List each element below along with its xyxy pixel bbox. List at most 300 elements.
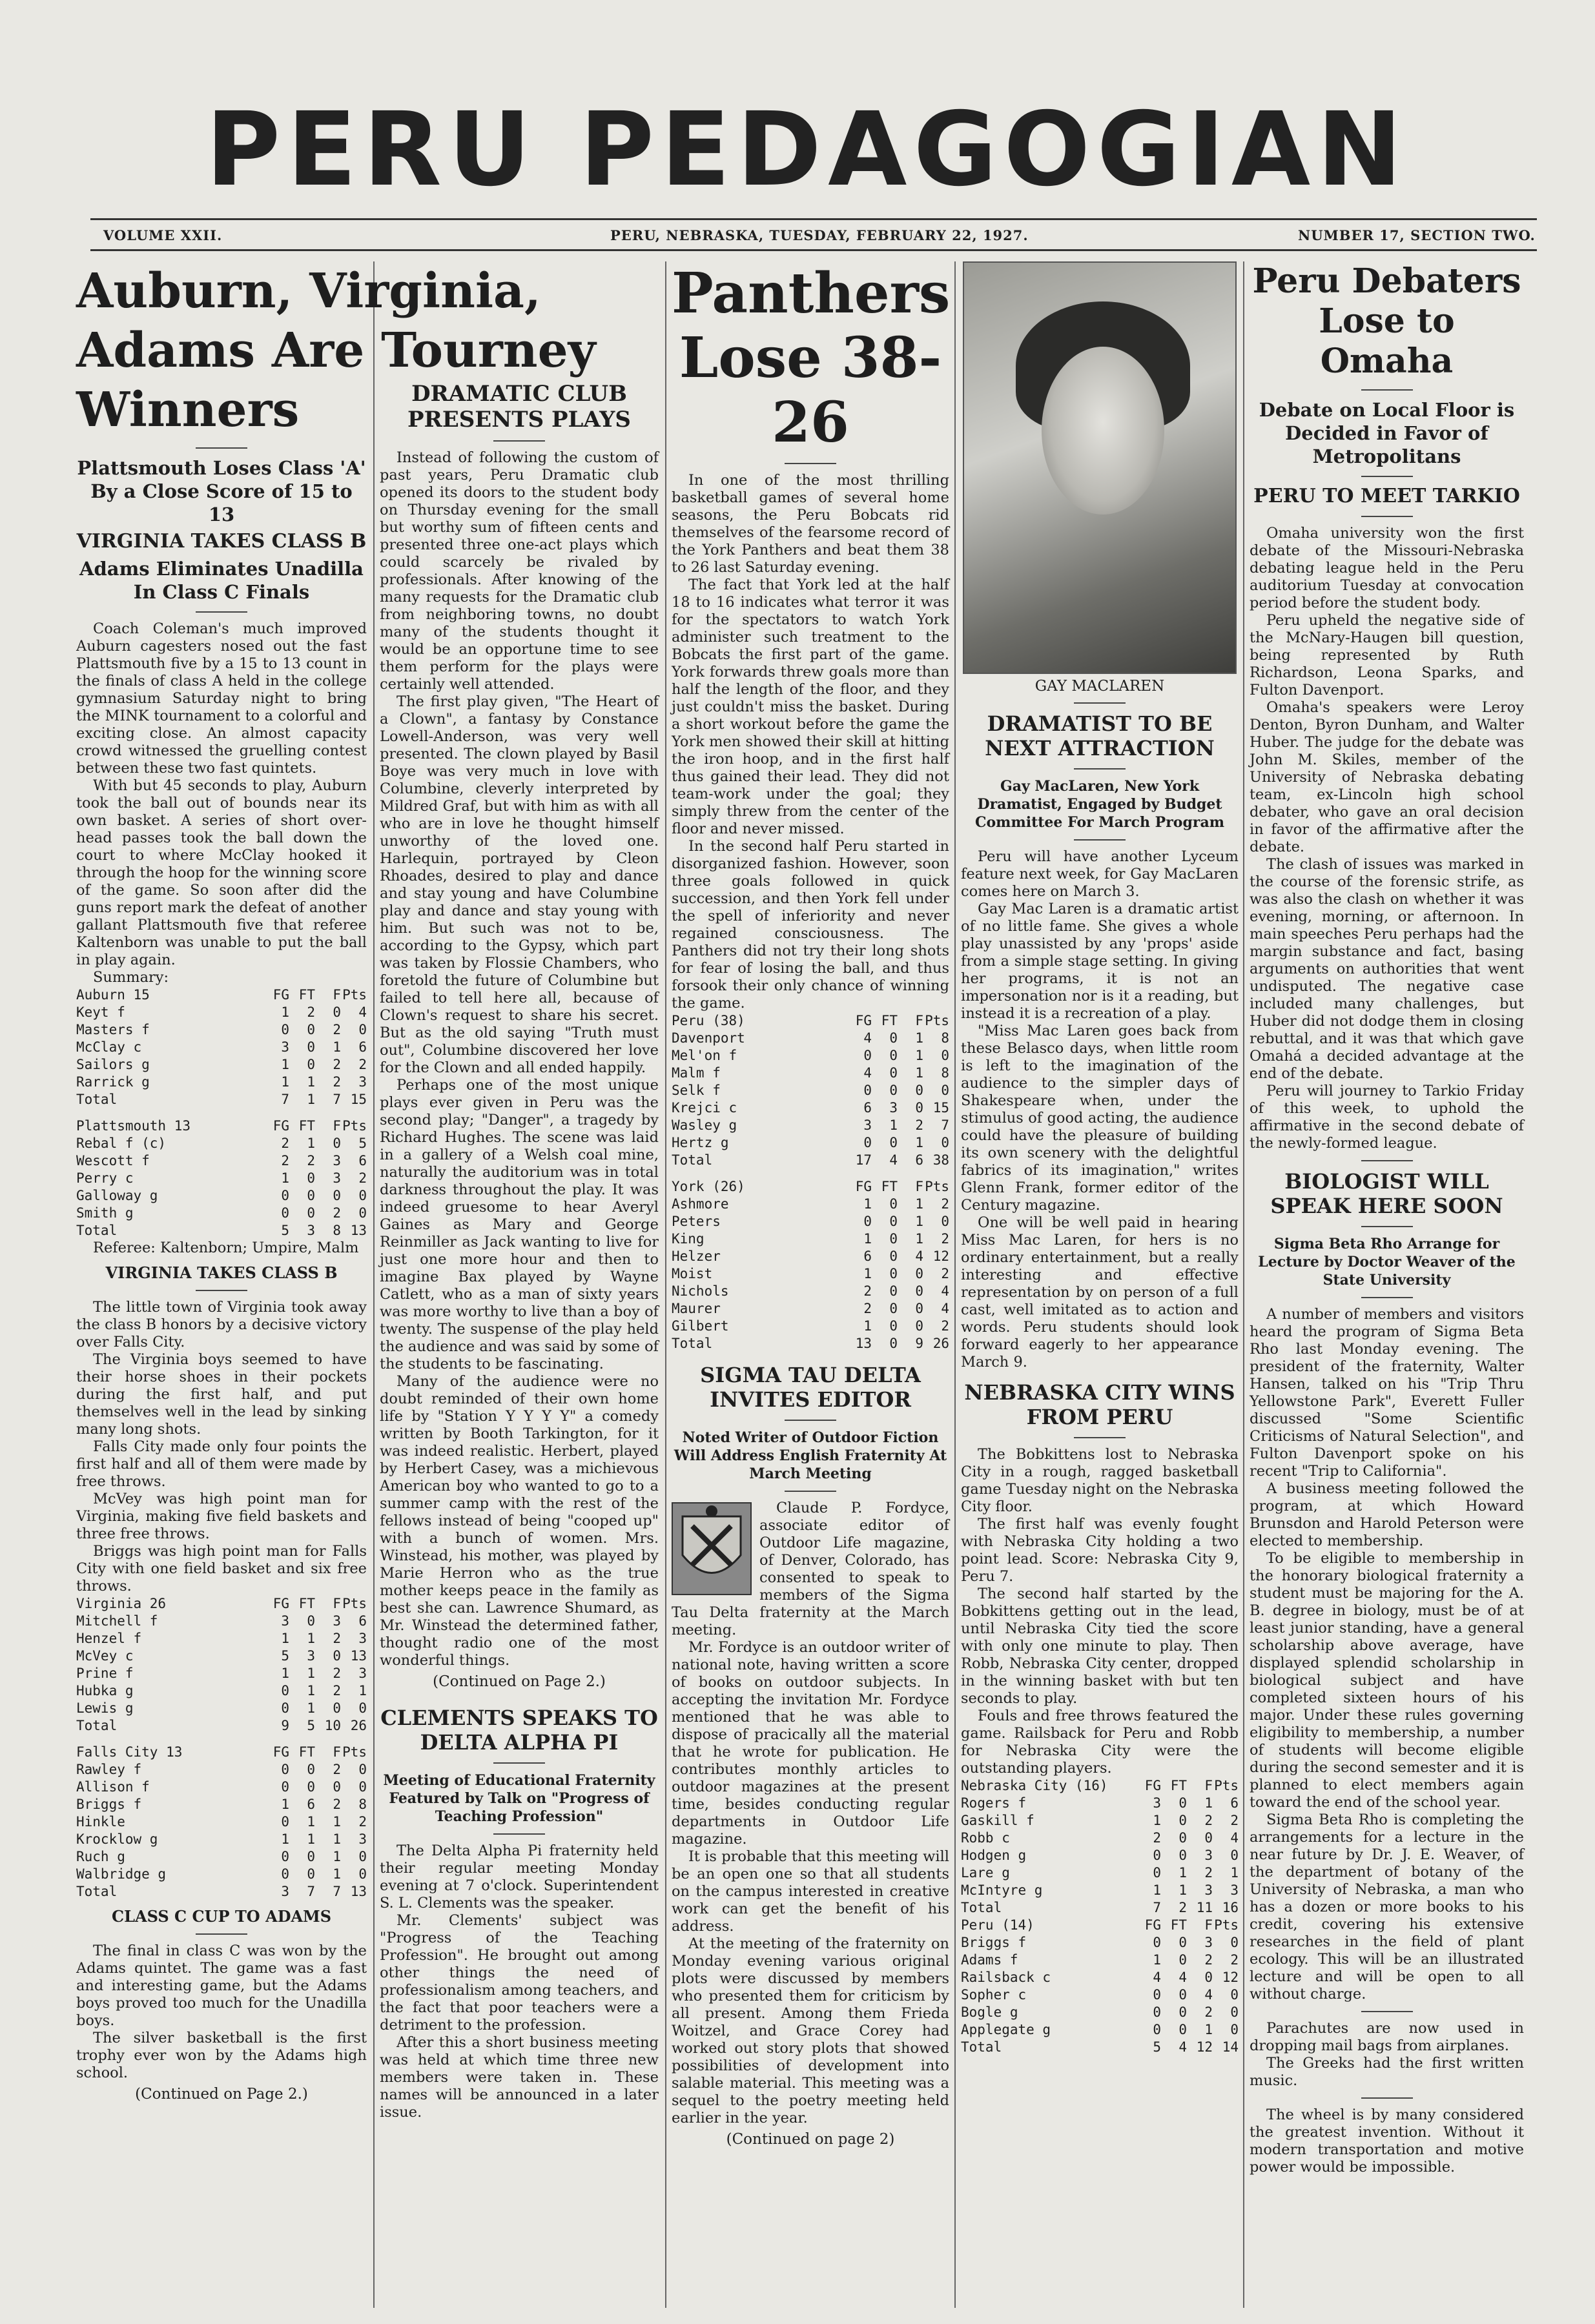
story-body — [380, 449, 659, 1669]
story-body — [380, 1842, 659, 2121]
box-score-row — [76, 1074, 367, 1091]
stat-cell: 3 — [889, 1100, 898, 1116]
stat-cell: 2 — [941, 1266, 949, 1281]
divider — [1361, 1297, 1413, 1298]
player-name: Rarrick g — [76, 1074, 150, 1090]
stat-cell: 5 — [281, 1223, 289, 1238]
volume-label: VOLUME XXII. — [103, 227, 223, 243]
box-score-row — [961, 2039, 1239, 2056]
biologist-headline: BIOLOGIST WILL SPEAK HERE SOON — [1270, 1169, 1503, 1218]
stat-cell: 0 — [307, 1762, 315, 1777]
box-score-peru — [672, 1012, 949, 1169]
stat-cell: 0 — [358, 1779, 367, 1795]
stat-cell: 11 — [1196, 1900, 1213, 1915]
stat-cell: 1 — [915, 1030, 923, 1046]
box-score-row — [76, 1883, 367, 1901]
stat-cell: 5 — [358, 1136, 367, 1151]
stat-cell: 4 — [1153, 1970, 1161, 1985]
nebraska-city-headline: NEBRASKA CITY WINS FROM PERU — [964, 1380, 1235, 1429]
paragraph: The fact that York led at the half 18 to 16 indicates what terror it was for the spectators to watch York administer such treatment to the Bobcats the first part of the game. York forwards threw goals more than half the length of the floor, and they just couldn't miss the basket. During a short workout before the game the York men showed their skill at hitting the iron hoop, and in the first half thus gained their lead. They did not team-work under the goal; they simply threw from the center of the floor and never missed. — [672, 576, 949, 837]
player-name: Nichols — [672, 1283, 729, 1299]
box-score-row — [672, 1030, 949, 1047]
box-score-row — [961, 1812, 1239, 1830]
stat-cell: 1 — [863, 1318, 872, 1334]
divider — [196, 611, 247, 613]
divider — [785, 1420, 836, 1421]
divider — [1361, 1226, 1413, 1227]
player-name: Masters f — [76, 1022, 150, 1037]
box-score-row — [76, 1039, 367, 1056]
stat-cell: FG — [273, 1744, 289, 1760]
story-body — [1250, 2106, 1524, 2176]
box-score-row — [961, 2004, 1239, 2021]
stat-cell: 0 — [1230, 2022, 1239, 2037]
stat-cell: 2 — [915, 1117, 923, 1133]
box-score-header — [76, 1595, 367, 1613]
stat-cell: 0 — [915, 1301, 923, 1316]
paragraph: The silver basketball is the first trophy ever won by the Adams high school. — [76, 2030, 367, 2081]
stat-cell: 17 — [855, 1152, 872, 1168]
stat-cell: 2 — [358, 1057, 367, 1072]
stat-cell: 3 — [1204, 1882, 1213, 1898]
stat-cell: 0 — [358, 1849, 367, 1864]
player-name: Rebal f (c) — [76, 1136, 167, 1151]
stat-cell: 8 — [333, 1223, 341, 1238]
stat-cell: 2 — [358, 1170, 367, 1186]
stat-cell: 0 — [358, 1205, 367, 1221]
stat-cell: 2 — [281, 1153, 289, 1168]
stat-cell: 12 — [1222, 1970, 1239, 1985]
paragraph: A number of members and visitors heard the program of Sigma Beta Rho last Monday evening. The president of the fraternity, Walter Hansen, talked on his "Trip Thru Yellowstone Park", Everett Fuller discussed "Some Scientific Criticisms of Natural Selection", and Fulton Davenport spoke on his recent "Trip to California". — [1250, 1306, 1524, 1480]
player-name: Hubka g — [76, 1683, 134, 1698]
stat-cell: 6 — [863, 1249, 872, 1264]
continued-note: (Continued on Page 2.) — [433, 1673, 606, 1690]
clements-deck: Meeting of Educational Fraternity Featured by Talk on "Progress of Teaching Profession" — [383, 1772, 655, 1825]
stat-cell: 2 — [1204, 1813, 1213, 1828]
box-score-header — [672, 1012, 949, 1030]
player-name: Sailors g — [76, 1057, 150, 1072]
box-score-row — [672, 1196, 949, 1213]
paragraph: After this a short business meeting was held at which time three new members were taken in. These names will be announced in a later issue. — [380, 2034, 659, 2121]
stat-cell: 3 — [1204, 1848, 1213, 1863]
stat-cell: 7 — [941, 1117, 949, 1133]
stat-cell: 10 — [324, 1718, 341, 1733]
stat-cell: 6 — [863, 1100, 872, 1116]
paragraph: Sigma Beta Rho is completing the arrangements for a lecture in the near future by Dr. J. E. Weaver, of the department of botany of the University of Nebraska, a man who has a dozen or more books to his credit, covering his extensive researches in the field of plant ecology. This will be an illustrated lecture and will be open to all without charge. — [1250, 1811, 1524, 2003]
stat-cell: 1 — [915, 1214, 923, 1229]
stat-cell: 0 — [333, 1779, 341, 1795]
divider — [1074, 839, 1126, 841]
player-name: Auburn 15 — [76, 987, 150, 1003]
stat-cell: 1 — [281, 1797, 289, 1812]
player-name: Wasley g — [672, 1117, 737, 1133]
column-2 — [380, 381, 659, 2308]
stat-cell: 1 — [307, 1683, 315, 1698]
divider — [196, 447, 247, 449]
player-name: Henzel f — [76, 1631, 142, 1646]
stat-cell: 8 — [941, 1030, 949, 1046]
box-score-row — [672, 1335, 949, 1352]
story-body — [1250, 525, 1524, 1152]
photo-face — [1042, 347, 1164, 515]
stat-cell: 9 — [281, 1718, 289, 1733]
stat-cell: 15 — [932, 1100, 949, 1116]
stat-cell: 0 — [915, 1083, 923, 1098]
player-name: Hodgen g — [961, 1848, 1027, 1863]
paragraph: Mr. Clements' subject was "Progress of the Teaching Profession". He brought out among other things the need of professionalism among teachers, and the fact that poor teachers were a detriment to the profession. — [380, 1912, 659, 2034]
stat-cell: 1 — [1178, 1865, 1187, 1881]
stat-cell: 1 — [281, 1831, 289, 1847]
box-score-row — [961, 2021, 1239, 2039]
stat-cell: 0 — [889, 1231, 898, 1247]
paragraph: Omaha university won the first debate of the Missouri-Nebraska debating league held in the Peru auditorium Tuesday at convocation period before the student body. — [1250, 525, 1524, 611]
stat-cell: 6 — [1230, 1795, 1239, 1811]
box-score-row — [76, 1813, 367, 1831]
stat-cell: 4 — [1178, 2039, 1187, 2055]
player-name: Virginia 26 — [76, 1596, 167, 1611]
stat-cell: 4 — [863, 1065, 872, 1081]
masthead-rule-bottom — [90, 249, 1537, 251]
paragraph: At the meeting of the fraternity on Monday evening various original plots were discussed by members who presented them for criticism by all present. Among them Frieda Woitzel, and Grace Corey had worked out story plots that showed possibilities of development into salable material. This meeting was a sequel to the poetry meeting held earlier in the year. — [672, 1935, 949, 2126]
stat-cell: 6 — [358, 1039, 367, 1055]
stat-cell: 0 — [889, 1196, 898, 1212]
stat-cell: 1 — [307, 1136, 315, 1151]
box-score-row — [672, 1283, 949, 1300]
stat-cell: 1 — [333, 1831, 341, 1847]
stat-cell: 4 — [1178, 1970, 1187, 1985]
stat-cell: 0 — [358, 1866, 367, 1882]
stat-cell: 3 — [1204, 1935, 1213, 1950]
box-score-row — [76, 1700, 367, 1717]
stat-cell: F — [1204, 1778, 1213, 1793]
stat-cell: 0 — [1230, 1848, 1239, 1863]
box-score-row — [76, 1170, 367, 1187]
stat-cell: 0 — [307, 1866, 315, 1882]
paragraph: A business meeting followed the program, at which Howard Brunsdon and Harold Peterson were elected to membership. — [1250, 1480, 1524, 1549]
paragraph: "Miss Mac Laren goes back from these Belasco days, when little room is left to the imagination of the audience to the simpler days of Shakespeare when, under the stimulus of good acting, the audience could have the pleasure of building its own scenery with the delightful fabrics of its imagination," writes Glenn Frank, former editor of the Century magazine. — [961, 1023, 1239, 1214]
stat-cell: 1 — [307, 1092, 315, 1107]
stat-cell: 0 — [889, 1301, 898, 1316]
paragraph: The Delta Alpha Pi fraternity held their regular meeting Monday evening at 7 o'clock. Superintendent S. L. Clements was the speaker. — [380, 1842, 659, 1911]
stat-cell: 0 — [1153, 1865, 1161, 1881]
player-name: Selk f — [672, 1083, 721, 1098]
box-score-row — [76, 1613, 367, 1630]
lead-deck: Plattsmouth Loses Class 'A' By a Close Score of 15 to 13 — [77, 457, 366, 525]
player-name: Robb c — [961, 1830, 1010, 1846]
box-score-row — [76, 1056, 367, 1074]
box-score-row — [76, 1630, 367, 1647]
box-score-row — [961, 1847, 1239, 1864]
stat-cell: 2 — [333, 1205, 341, 1221]
box-score-row — [961, 1899, 1239, 1917]
portrait-photo — [963, 261, 1237, 674]
stat-cell: 4 — [915, 1249, 923, 1264]
divider — [196, 1290, 247, 1291]
stat-cell: 4 — [941, 1283, 949, 1299]
stat-cell: Pts — [925, 1179, 949, 1194]
stat-cell: 0 — [915, 1266, 923, 1281]
player-name: Allison f — [76, 1779, 150, 1795]
player-name: Perry c — [76, 1170, 134, 1186]
stat-cell: 0 — [889, 1065, 898, 1081]
stat-cell: 0 — [1230, 1987, 1239, 2003]
stat-cell: Pts — [342, 1744, 367, 1760]
paragraph: To be eligible to membership in the honorary biological fraternity a student must be majoring for the A. B. degree in biology, must be of at least junior standing, have a general scholarship above average, have displayed splendid scholarship in biological subject and have completed sixteen hours of his major. Under these rules governing eligibility to membership, a number of students will become eligible during the second semester and it is planned to elect members again toward the end of the school year. — [1250, 1550, 1524, 1811]
stat-cell: 3 — [863, 1117, 872, 1133]
stat-cell: 0 — [281, 1866, 289, 1882]
stat-cell: 0 — [889, 1283, 898, 1299]
box-score-row — [76, 1761, 367, 1779]
stat-cell: 2 — [1204, 1865, 1213, 1881]
stat-cell: 0 — [281, 1762, 289, 1777]
issue-number: NUMBER 17, SECTION TWO. — [1298, 227, 1536, 243]
player-name: Keyt f — [76, 1004, 125, 1020]
section-title: VIRGINIA TAKES CLASS B — [105, 1263, 338, 1282]
stat-cell: FG — [855, 1013, 872, 1028]
player-name: Davenport — [672, 1030, 745, 1046]
box-score-row — [672, 1318, 949, 1335]
stat-cell: F — [333, 1744, 341, 1760]
stat-cell: Pts — [342, 987, 367, 1003]
stat-cell: 0 — [1204, 1970, 1213, 1985]
stat-cell: Pts — [925, 1013, 949, 1028]
stat-cell: 0 — [1153, 2004, 1161, 2020]
player-name: Moist — [672, 1266, 713, 1281]
stat-cell: FG — [273, 1118, 289, 1134]
stat-cell: 3 — [307, 1223, 315, 1238]
box-score-row — [672, 1047, 949, 1065]
player-name: McIntyre g — [961, 1882, 1043, 1898]
stat-cell: FT — [298, 1744, 315, 1760]
paragraph: Mr. Fordyce is an outdoor writer of national note, having written a score of books on outdoor subjects. In accepting the invitation Mr. Fordyce mentioned that he was able to dispose of pracically all the material that he wrote for publication. He contributes monthly articles to outdoor magazines at the present time, besides conducting regular departments in Outdoor Life magazine. — [672, 1639, 949, 1848]
paragraph: Coach Coleman's much improved Auburn cagesters nosed out the fast Plattsmouth five by a 15 to 13 count in the finals of class A held in the college gymnasium Saturday night to bring the MINK tournament to a colorful and exciting close. An almost capacity crowd witnessed the gruelling contest between these two fast quintets. — [76, 620, 367, 777]
paragraph: Peru will journey to Tarkio Friday of this week, to uphold the affirmative in the second debate of the newly-formed league. — [1250, 1083, 1524, 1152]
divider — [1074, 768, 1126, 770]
stat-cell: 0 — [1178, 1813, 1187, 1828]
stat-cell: 7 — [281, 1092, 289, 1107]
stat-cell: 0 — [889, 1249, 898, 1264]
stat-cell: 1 — [307, 1666, 315, 1681]
box-score-row — [76, 1205, 367, 1222]
stat-cell: 3 — [1230, 1882, 1239, 1898]
box-score-row — [76, 1682, 367, 1700]
box-score-row — [961, 1830, 1239, 1847]
box-score-row — [672, 1265, 949, 1283]
stat-cell: 2 — [307, 1004, 315, 1020]
player-name: Helzer — [672, 1249, 721, 1264]
player-name: Hertz g — [672, 1135, 729, 1150]
column-5 — [1250, 261, 1524, 2308]
stat-cell: 1 — [915, 1065, 923, 1081]
stat-cell: 0 — [889, 1214, 898, 1229]
player-name: Briggs f — [76, 1797, 142, 1812]
story-body — [76, 1299, 367, 1595]
player-name: Adams f — [961, 1952, 1018, 1968]
stat-cell: 0 — [1178, 2004, 1187, 2020]
paragraph: The clash of issues was marked in the course of the forensic strife, as was also the clash on whether it was evening, morning, or afternoon. In main speeches Peru perhaps had the margin substance and fact, basing arguments on authorities that went undisputed. The negative case included many challenges, but Huber did not dodge them in closing rebuttal, and it was that which gave Omahá a decided advantage at the end of the debate. — [1250, 856, 1524, 1082]
player-name: Ruch g — [76, 1849, 125, 1864]
stat-cell: 1 — [307, 1631, 315, 1646]
photo-caption: GAY MACLAREN — [1034, 678, 1165, 695]
box-score-row — [76, 1091, 367, 1108]
stat-cell: 1 — [1153, 1882, 1161, 1898]
player-name: McClay c — [76, 1039, 142, 1055]
paragraph: Fouls and free throws featured the game. Railsback for Peru and Robb for Nebraska City were the outstanding players. — [961, 1707, 1239, 1777]
stat-cell: 1 — [307, 1700, 315, 1716]
stat-cell: 1 — [915, 1231, 923, 1247]
stat-cell: 0 — [1230, 2004, 1239, 2020]
stat-cell: 0 — [1153, 1848, 1161, 1863]
player-name: Applegate g — [961, 2022, 1051, 2037]
stat-cell: 0 — [1178, 1935, 1187, 1950]
clements-headline: CLEMENTS SPEAKS TO DELTA ALPHA PI — [380, 1706, 658, 1755]
box-score-row — [76, 1152, 367, 1170]
stat-cell: F — [915, 1179, 923, 1194]
stat-cell: 0 — [1178, 2022, 1187, 2037]
player-name: Bogle g — [961, 2004, 1018, 2020]
stat-cell: 2 — [863, 1301, 872, 1316]
column-4 — [961, 261, 1239, 2308]
stat-cell: 13 — [350, 1884, 367, 1899]
stat-cell: 0 — [307, 1188, 315, 1203]
story-body — [672, 1500, 949, 2127]
divider — [196, 1933, 247, 1935]
stat-cell: 12 — [932, 1249, 949, 1264]
box-score-row — [961, 1882, 1239, 1899]
stat-cell: 0 — [1178, 1830, 1187, 1846]
stat-cell: 6 — [915, 1152, 923, 1168]
stat-cell: 0 — [915, 1318, 923, 1334]
lead-deck-2: VIRGINIA TAKES CLASS B — [76, 530, 367, 553]
stat-cell: 1 — [1204, 1795, 1213, 1811]
biologist-deck: Sigma Beta Rho Arrange for Lecture by Doctor Weaver of the State University — [1258, 1236, 1516, 1289]
box-score-falls-city — [76, 1744, 367, 1901]
player-name: Total — [76, 1884, 118, 1899]
stat-cell: 15 — [350, 1092, 367, 1107]
player-name: Maurer — [672, 1301, 721, 1316]
stat-cell: 0 — [307, 1613, 315, 1629]
stat-cell: 0 — [281, 1188, 289, 1203]
stat-cell: Pts — [342, 1118, 367, 1134]
player-name: Nebraska City (16) — [961, 1778, 1108, 1793]
stat-cell: 0 — [915, 1100, 923, 1116]
paragraph: Falls City made only four points the first half and all of them were made by free throws. — [76, 1438, 367, 1490]
stat-cell: 0 — [358, 1762, 367, 1777]
box-score-header — [76, 986, 367, 1004]
paragraph: Summary: — [93, 969, 169, 986]
player-name: Peters — [672, 1214, 721, 1229]
stat-cell: 1 — [915, 1048, 923, 1063]
stat-cell: F — [1204, 1917, 1213, 1933]
stat-cell: 0 — [1178, 1987, 1187, 2003]
stat-cell: 3 — [333, 1170, 341, 1186]
stat-cell: 0 — [941, 1214, 949, 1229]
continued-note: (Continued on page 2) — [726, 2131, 895, 2148]
player-name: Peru (14) — [961, 1917, 1034, 1933]
stat-cell: 1 — [281, 1004, 289, 1020]
stat-cell: Pts — [1214, 1778, 1239, 1793]
box-score-row — [76, 1135, 367, 1152]
stat-cell: 1 — [307, 1074, 315, 1090]
stat-cell: 0 — [307, 1170, 315, 1186]
stat-cell: 2 — [1230, 1952, 1239, 1968]
stat-cell: 1 — [915, 1196, 923, 1212]
stat-cell: 1 — [1204, 2022, 1213, 2037]
stat-cell: FT — [298, 1118, 315, 1134]
stat-cell: 4 — [1204, 1987, 1213, 2003]
box-score-row — [76, 1665, 367, 1682]
stat-cell: 2 — [333, 1762, 341, 1777]
paragraph: The first half was evenly fought with Nebraska City holding a two point lead. Score: Nebraska City 9, Peru 7. — [961, 1516, 1239, 1585]
paragraph: With but 45 seconds to play, Auburn took the ball out of bounds near its own basket. A series of short over-head passes took the ball down the court to where McClay hooked it through the hoop for the winning score of the game. So soon after did the guns report mark the defeat of another gallant Plattsmouth five that referee Kaltenborn was unable to put the ball in play again. — [76, 777, 367, 968]
box-score-row — [672, 1152, 949, 1169]
box-score-peru-14 — [961, 1917, 1239, 2056]
divider — [785, 463, 836, 464]
stat-cell: 2 — [333, 1057, 341, 1072]
stat-cell: 1 — [889, 1117, 898, 1133]
stat-cell: FT — [298, 1596, 315, 1611]
fraternity-crest-icon — [672, 1502, 752, 1595]
divider — [493, 1762, 545, 1764]
divider — [1361, 2011, 1413, 2012]
stat-cell: 4 — [358, 1004, 367, 1020]
stat-cell: 0 — [333, 1700, 341, 1716]
player-name: Total — [76, 1092, 118, 1107]
paragraph: Many of the audience were no doubt reminded of their own home life by "Station Y Y Y Y" a comedy written by Booth Tarkington, for it was indeed realistic. Herbert, played by Herbert Casey, was a michievous American boy who wanted to go to a summer camp with the rest of the fellows instead of being "cooped up" with a bunch of women. Mrs. Winstead, his mother, was played by Marie Herron who as the true mother keeps peace in the family as best she can. Lawrence Shumard, as Mr. Winstead the determined father, thought radio one of the most wonderful things. — [380, 1373, 659, 1669]
box-score-row — [672, 1300, 949, 1318]
stat-cell: 6 — [358, 1613, 367, 1629]
stat-cell: 1 — [915, 1135, 923, 1150]
paragraph: Instead of following the custom of past years, Peru Dramatic club opened its doors to the student body on Thursday evening for the small but worthy sum of fifteen cents and presented three one-act plays which could scarcely be rivaled by professionals. After knowing of the many requests for the Dramatic club from neighboring towns, no doubt many of the students thought it would be an opportune time to see them perform for the plays were certainly well attended. — [380, 449, 659, 693]
stat-cell: 0 — [1153, 2022, 1161, 2037]
paragraph: Omaha's speakers were Leroy Denton, Byron Dunham, and Walter Huber. The judge for the debate was John M. Skiles, member of the University of Nebraska debating team, ex-Lincoln high school debater, who gave an oral decision in favor of the affirmative after the debate. — [1250, 699, 1524, 855]
player-name: Krocklow g — [76, 1831, 158, 1847]
paragraph: Peru upheld the negative side of the McNary-Haugen bill question, being represented by Ruth Richardson, Leona Sparks, and Fulton Davenport. — [1250, 612, 1524, 698]
stat-cell: 26 — [350, 1718, 367, 1733]
story-body — [672, 472, 949, 1012]
dateline: PERU, NEBRASKA, TUESDAY, FEBRUARY 22, 1927. — [610, 227, 1029, 243]
stat-cell: Pts — [1214, 1917, 1239, 1933]
stat-cell: 3 — [281, 1884, 289, 1899]
stat-cell: 0 — [1230, 1935, 1239, 1950]
panthers-headline: Panthers Lose 38-26 — [672, 261, 951, 455]
stat-cell: 2 — [307, 1153, 315, 1168]
player-name: McVey c — [76, 1648, 134, 1664]
stat-cell: 0 — [307, 1779, 315, 1795]
paragraph: The Greeks had the first written music. — [1250, 2055, 1524, 2089]
stat-cell: 0 — [281, 1779, 289, 1795]
stat-cell: 5 — [307, 1718, 315, 1733]
stat-cell: 3 — [307, 1648, 315, 1664]
stat-cell: 0 — [889, 1083, 898, 1098]
stat-cell: 1 — [281, 1170, 289, 1186]
stat-cell: 1 — [333, 1039, 341, 1055]
paragraph: Briggs was high point man for Falls City with one field basket and six free throws. — [76, 1543, 367, 1595]
story-body — [76, 620, 367, 986]
stat-cell: 2 — [281, 1136, 289, 1151]
stat-cell: 0 — [307, 1039, 315, 1055]
stat-cell: 2 — [333, 1797, 341, 1812]
stat-cell: 0 — [333, 1136, 341, 1151]
stat-cell: 0 — [889, 1030, 898, 1046]
stat-cell: 2 — [333, 1666, 341, 1681]
player-name: Falls City 13 — [76, 1744, 183, 1760]
box-score-row — [672, 1117, 949, 1134]
stat-cell: 0 — [333, 1188, 341, 1203]
stat-cell: 3 — [333, 1153, 341, 1168]
stat-cell: 1 — [281, 1074, 289, 1090]
stat-cell: 0 — [863, 1135, 872, 1150]
